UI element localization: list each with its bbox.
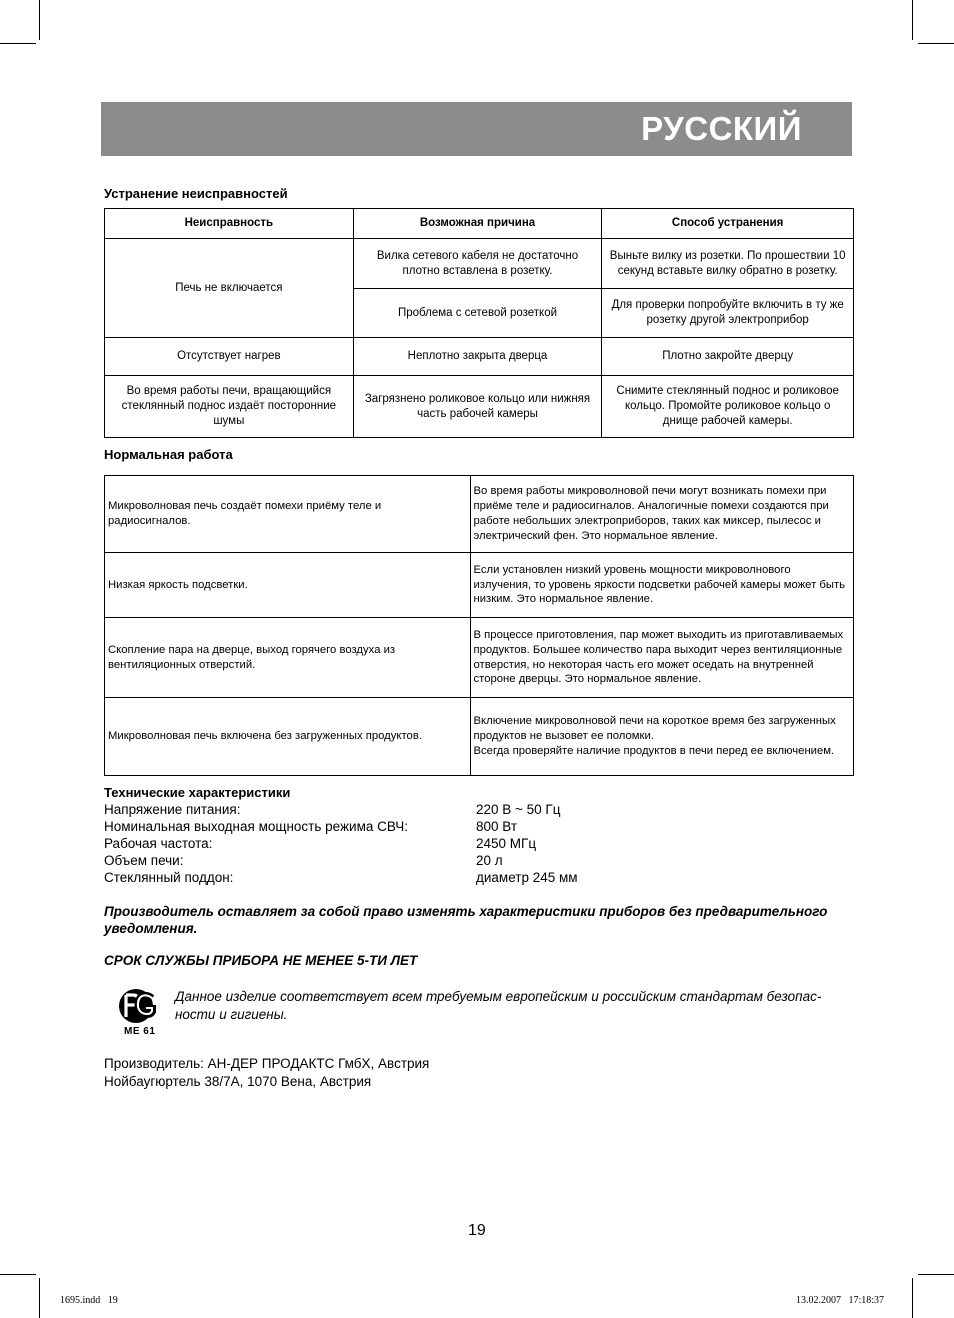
table-row: [105, 476, 854, 553]
remedy-cell: Снимите стеклянный поднос и роликовое кольцо. Промойте роликовое кольцо о днище рабочей камеры.: [602, 376, 854, 438]
normal-operation-table: [104, 475, 854, 776]
symptom-cell: Микроволновая печь включена без загруженных продуктов.: [105, 698, 471, 776]
normal-operation-heading: Нормальная работа: [104, 447, 233, 462]
explanation-cell: В процессе приготовления, пар может выходить из приготавливаемых продуктов. Большее количество пара выходит через вентиляционные отверстия, но некоторая часть его может оседать на внутренней стороне дверцы. Это нормальное явление.: [470, 618, 854, 698]
troubleshooting-heading: Устранение неисправностей: [104, 186, 288, 201]
spec-label: Объем печи:: [104, 853, 184, 868]
crop-mark: [912, 1278, 913, 1318]
spec-value: 800 Вт: [476, 819, 518, 834]
fault-cell: Во время работы печи, вращающийся стеклянный поднос издаёт посторонние шумы: [105, 376, 354, 438]
fault-cell: Печь не включается: [105, 239, 354, 338]
cause-cell: Проблема с сетевой розеткой: [353, 289, 602, 338]
fault-cell: Отсутствует нагрев: [105, 338, 354, 376]
spec-row: [104, 869, 704, 886]
table-row: [105, 698, 854, 776]
crop-mark: [912, 0, 913, 40]
footer-file-info: 1695.indd 19: [60, 1295, 118, 1306]
cause-cell: Загрязнено роликовое кольцо или нижняя часть рабочей камеры: [353, 376, 602, 438]
spec-value: 2450 МГц: [476, 836, 537, 851]
table-row: [105, 239, 854, 289]
cause-cell: Вилка сетевого кабеля не достаточно плотно вставлена в розетку.: [353, 239, 602, 289]
spec-label: Напряжение питания:: [104, 802, 241, 817]
spec-row: [104, 818, 704, 835]
certification-statement: Данное изделие соответствует всем требуемым европейским и российским стандартам безопас-ности и гигиены.: [175, 989, 822, 1022]
symptom-cell: Низкая яркость подсветки.: [105, 553, 471, 618]
table-row: [105, 376, 854, 438]
explanation-cell: Во время работы микроволновой печи могут возникать помехи при приёме теле и радиосигналов. Аналогичные помехи создаются при работе небольших электроприборов, таких как миксер, пылесос и электрический фен. Это нормальное явление.: [470, 476, 854, 553]
spec-row: [104, 835, 704, 852]
manufacturer-name: Производитель: АН-ДЕР ПРОДАКТС ГмбХ, Австрия: [104, 1056, 430, 1071]
symptom-cell: Скопление пара на дверце, выход горячего воздуха из вентиляционных отверстий.: [105, 618, 471, 698]
explanation-cell: Если установлен низкий уровень мощности микроволнового излучения, то уровень яркости подсветки рабочей камеры может быть низким. Это нормальное явление.: [470, 553, 854, 618]
remedy-cell: Плотно закройте дверцу: [602, 338, 854, 376]
spec-label: Номинальная выходная мощность режима СВЧ:: [104, 819, 409, 834]
crop-mark: [39, 0, 40, 40]
table-row: [105, 553, 854, 618]
column-header-cause: Возможная причина: [353, 209, 602, 239]
service-life-notice: СРОК СЛУЖБЫ ПРИБОРА НЕ МЕНЕЕ 5-ТИ ЛЕТ: [104, 953, 418, 968]
table-row: [105, 618, 854, 698]
cause-cell: Неплотно закрыта дверца: [353, 338, 602, 376]
spec-label: Рабочая частота:: [104, 836, 213, 851]
language-title: РУССКИЙ: [641, 110, 802, 147]
remedy-cell: Для проверки попробуйте включить в ту же розетку другой электроприбор: [602, 289, 854, 338]
spec-value: 220 В ~ 50 Гц: [476, 802, 561, 817]
manufacturer-info: [104, 1055, 429, 1091]
crop-mark: [918, 43, 954, 44]
crop-mark: [39, 1278, 40, 1318]
spec-label: Стеклянный поддон:: [104, 870, 234, 885]
certification-code: ME 61: [124, 1026, 156, 1037]
remedy-cell: Выньте вилку из розетки. По прошествии 10 секунд вставьте вилку обратно в розетку.: [602, 239, 854, 289]
spec-row: [104, 801, 704, 818]
symptom-cell: Микроволновая печь создаёт помехи приёму теле и радиосигналов.: [105, 476, 471, 553]
crop-mark: [918, 1274, 954, 1275]
page-number: 19: [468, 1222, 486, 1239]
specifications-heading: Технические характеристики: [104, 785, 291, 800]
table-header-row: [105, 209, 854, 239]
spec-value: диаметр 245 мм: [476, 870, 578, 885]
manufacturer-disclaimer: Производитель оставляет за собой право изменять характеристики приборов без предварительного уведомления.: [104, 904, 828, 936]
crop-mark: [0, 1274, 36, 1275]
footer-timestamp: 13.02.2007 17:18:37: [795, 1295, 884, 1306]
column-header-remedy: Способ устранения: [602, 209, 854, 239]
column-header-fault: Неисправность: [105, 209, 354, 239]
troubleshooting-table: [104, 208, 854, 438]
table-row: [105, 338, 854, 376]
explanation-cell: Включение микроволновой печи на короткое время без загруженных продуктов не вызовет ее поломки. Всегда проверяйте наличие продуктов в печи перед ее включением.: [470, 698, 854, 776]
specifications-list: [104, 801, 704, 886]
spec-value: 20 л: [476, 853, 503, 868]
crop-mark: [0, 43, 36, 44]
manufacturer-address: Нойбаугюртель 38/7А, 1070 Вена, Австрия: [104, 1074, 372, 1089]
spec-row: [104, 852, 704, 869]
language-header-bar: [101, 102, 852, 156]
